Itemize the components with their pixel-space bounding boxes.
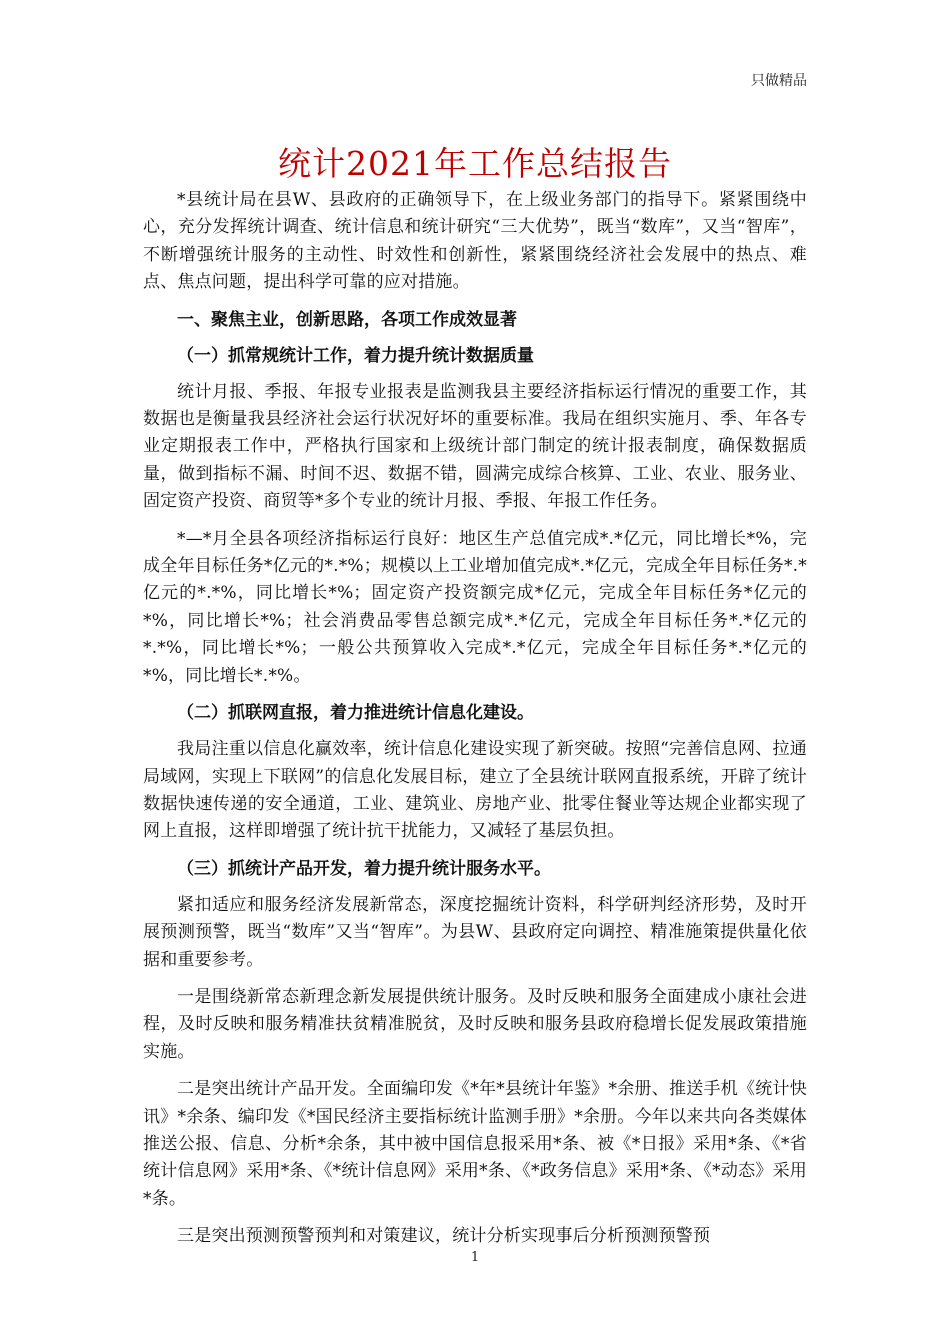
paragraph: 三是突出预测预警预判和对策建议，统计分析实现事后分析预测预警预 [177,1226,711,1247]
paragraph: 我局注重以信息化赢效率，统计信息化建设实现了新突破。按照“完善信息网、拉通局域网，实现上下联网”的信息化发展目标，建立了全县统计联网直报系统，开辟了统计数据快速传递的安全通道，工业、建筑业、房地产业、批零住餐业等达规企业都实现了网上直报，这样即增强了统计抗干扰能力，又减轻了基层负担。 [143,739,807,842]
section-heading: 一、聚焦主业，创新思路，各项工作成效显著 [177,309,517,330]
paragraph: 统计月报、季报、年报专业报表是监测我县主要经济指标运行情况的重要工作，其数据也是衡量我县经济社会运行状况好坏的重要标准。我局在组织实施月、季、年各专业定期报表工作中，严格执行国家和上级统计部门制定的统计报表制度，确保数据质量，做到指标不漏、时间不迟、数据不错，圆满完成综合核算、工业、农业、服务业、固定资产投资、商贸等*多个专业的统计月报、季报、年报工作任务。 [143,381,807,512]
subsection-heading-3: （三）抓统计产品开发，着力提升统计服务水平。 [177,858,551,879]
header-tag: 只做精品 [751,73,807,89]
paragraph: 紧扣适应和服务经济发展新常态，深度挖掘统计资料，科学研判经济形势，及时开展预测预警，既当“数库”又当“智库”。为县W、县政府定向调控、精准施策提供量化依据和重要参考。 [143,894,807,970]
intro-paragraph: *县统计局在县W、县政府的正确领导下，在上级业务部门的指导下。紧紧围绕中心，充分发挥统计调查、统计信息和统计研究“三大优势”，既当“数库”，又当“智库”，不断增强统计服务的主动性、时效性和创新性，紧紧围绕经济社会发展中的热点、难点、焦点问题，提出科学可靠的应对措施。 [143,190,807,293]
page-number: 1 [470,1250,480,1265]
document-title: 统计2021年工作总结报告 [278,144,672,183]
paragraph: 二是突出统计产品开发。全面编印发《*年*县统计年鉴》*余册、推送手机《统计快讯》*余条、编印发《*国民经济主要指标统计监测手册》*余册。今年以来共向各类媒体推送公报、信息、分析*余条，其中被中国信息报采用*条、被《*日报》采用*条、《*省统计信息网》采用*条、《*统计信息网》采用*条、《*政务信息》采用*条、《*动态》采用*条。 [143,1079,807,1209]
subsection-heading-2: （二）抓联网直报，着力推进统计信息化建设。 [177,703,534,724]
document-body [143,187,807,1261]
paragraph: 一是围绕新常态新理念新发展提供统计服务。及时反映和服务全面建成小康社会进程，及时反映和服务精准扶贫精准脱贫，及时反映和服务县政府稳增长促发展政策措施实施。 [143,986,807,1062]
subsection-heading-1: （一）抓常规统计工作，着力提升统计数据质量 [177,345,534,366]
paragraph: *—*月全县各项经济指标运行良好：地区生产总值完成*.*亿元，同比增长*%，完成全年目标任务*亿元的*.*%；规模以上工业增加值完成*.*亿元，完成全年目标任务*.*亿元的*.*%，同比增长*%；固定资产投资额完成*亿元，完成全年目标任务*亿元的*%，同比增长*%；社会消费品零售总额完成*.*亿元，完成全年目标任务*.*亿元的*.*%，同比增长*%；一般公共预算收入完成*.*亿元，完成全年目标任务*.*亿元的*%，同比增长*.*%。 [143,528,807,686]
